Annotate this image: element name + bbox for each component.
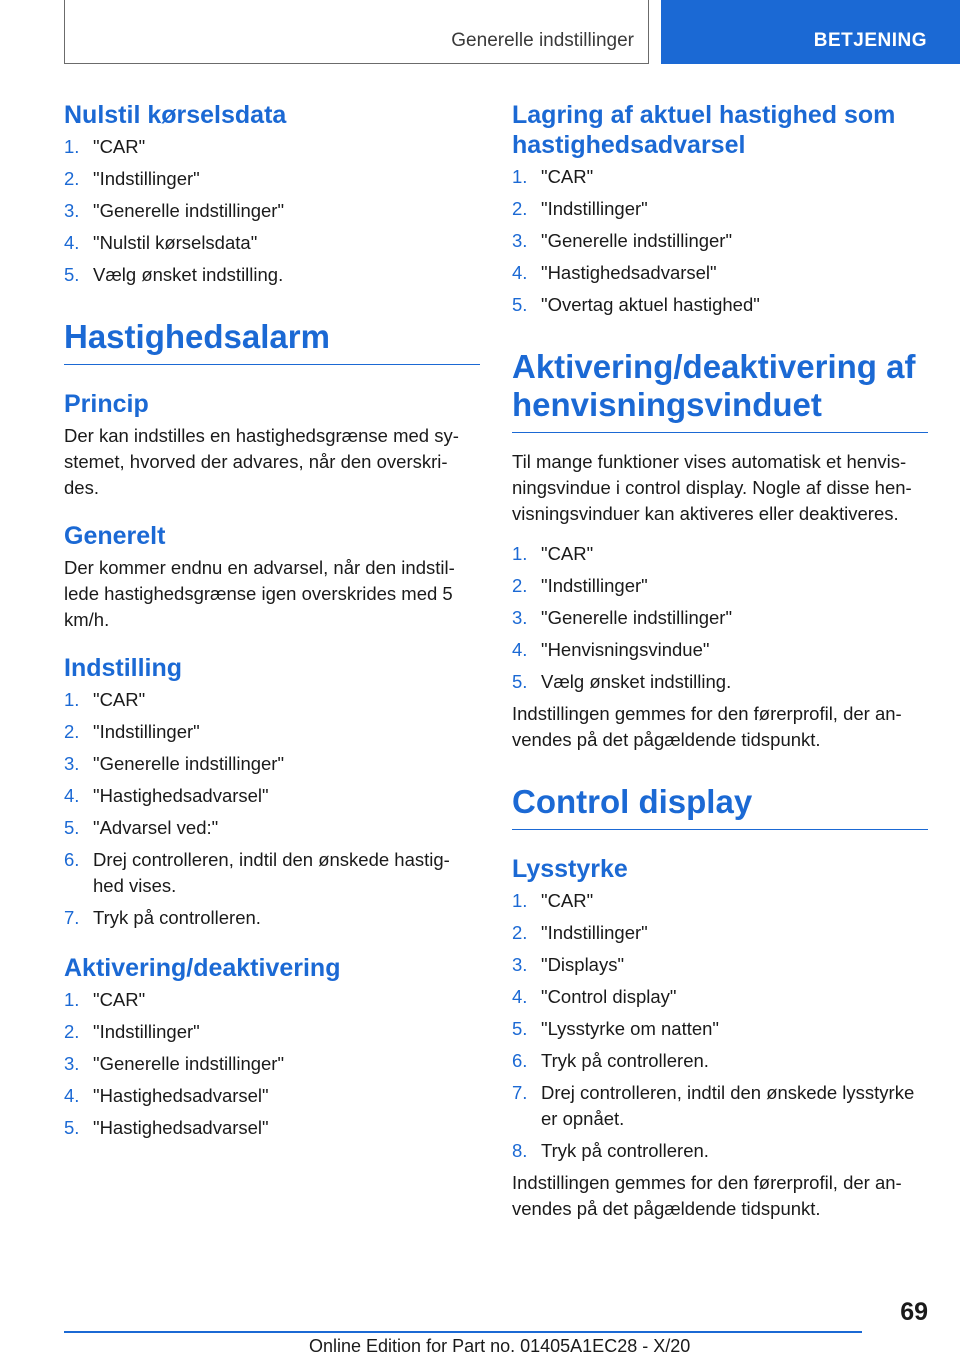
- list-item: 1. "CAR": [64, 989, 146, 1010]
- list-item: 3. "Generelle indstillinger": [64, 753, 285, 774]
- footer-divider: [64, 1331, 862, 1333]
- list-item: 4. "Hastighedsadvarsel": [512, 262, 717, 283]
- list-item: 5. "Overtag aktuel hastighed": [512, 294, 760, 315]
- list-item: 5. "Lysstyrke om natten": [512, 1018, 719, 1039]
- list-item: 5. Vælg ønsket indstilling.: [64, 264, 284, 285]
- list-item: 6. Tryk på controlleren.: [512, 1050, 709, 1071]
- list-item: 2. "Indstillinger": [512, 575, 648, 596]
- running-header: [64, 0, 649, 64]
- steps-lysstyrke: [512, 888, 928, 1164]
- steps-henvisning: [512, 541, 928, 695]
- text-princip: Der kan indstilles en hastighedsgrænse med sy-stemet, hvorved der advares, når den overskri-des.: [64, 425, 459, 498]
- list-item: 6. Drej controlleren, indtil den ønskede hastig-hed vises.: [64, 849, 450, 896]
- list-item: 4. "Hastighedsadvarsel": [64, 1085, 269, 1106]
- list-item: 2. "Indstillinger": [512, 198, 648, 219]
- section-title: Generelle indstillinger: [451, 30, 634, 51]
- list-item: 1. "CAR": [512, 543, 594, 564]
- steps-nulstil: [64, 134, 480, 288]
- heading-henvisning: Aktivering/deaktivering af henvisningsvinduet: [512, 348, 928, 433]
- heading-control-display: Control display: [512, 783, 928, 830]
- heading-hastighedsalarm: Hastighedsalarm: [64, 318, 480, 365]
- chapter-tab: [661, 0, 960, 64]
- text-henvisning-intro: Til mange funktioner vises automatisk et henvis-ningsvindue i control display. Nogle af disse hen-visningsvinduer kan aktiveres eller deaktiveres.: [512, 451, 912, 524]
- list-item: 5. "Hastighedsadvarsel": [64, 1117, 269, 1138]
- list-item: 2. "Indstillinger": [64, 1021, 200, 1042]
- steps-lagring: [512, 164, 928, 318]
- heading-lysstyrke: Lysstyrke: [512, 855, 628, 883]
- footer-edition: Online Edition for Part no. 01405A1EC28 - X/20: [309, 1336, 691, 1356]
- list-item: 2. "Indstillinger": [512, 922, 648, 943]
- page-number: 69: [900, 1298, 928, 1326]
- heading-princip: Princip: [64, 390, 149, 418]
- list-item: 1. "CAR": [64, 136, 146, 157]
- list-item: 7. Drej controlleren, indtil den ønskede lysstyrke er opnået.: [512, 1082, 915, 1129]
- list-item: 5. "Advarsel ved:": [64, 817, 219, 838]
- list-item: 3. "Displays": [512, 954, 625, 975]
- list-item: 3. "Generelle indstillinger": [512, 230, 733, 251]
- list-item: 2. "Indstillinger": [64, 721, 200, 742]
- list-item: 4. "Control display": [512, 986, 677, 1007]
- steps-indstilling: [64, 687, 480, 931]
- heading-generelt: Generelt: [64, 522, 166, 550]
- list-item: 8. Tryk på controlleren.: [512, 1140, 709, 1161]
- left-column: [64, 100, 480, 1147]
- list-item: 2. "Indstillinger": [64, 168, 200, 189]
- list-item: 1. "CAR": [512, 166, 594, 187]
- text-henvisning-note: Indstillingen gemmes for den førerprofil, der an-vendes på det pågældende tidspunkt.: [512, 703, 902, 750]
- text-lysstyrke-note: Indstillingen gemmes for den førerprofil, der an-vendes på det pågældende tidspunkt.: [512, 1172, 902, 1219]
- steps-aktivering: [64, 987, 480, 1141]
- chapter-tab-label: BETJENING: [813, 30, 927, 51]
- list-item: 4. "Nulstil kørselsdata": [64, 232, 258, 253]
- list-item: 7. Tryk på controlleren.: [64, 907, 261, 928]
- list-item: 3. "Generelle indstillinger": [64, 1053, 285, 1074]
- list-item: 5. Vælg ønsket indstilling.: [512, 671, 732, 692]
- list-item: 4. "Henvisningsvindue": [512, 639, 710, 660]
- text-generelt: Der kommer endnu en advarsel, når den indstil-lede hastighedsgrænse igen overskrides med 5 km/h.: [64, 557, 455, 630]
- heading-indstilling: Indstilling: [64, 654, 183, 682]
- list-item: 3. "Generelle indstillinger": [512, 607, 733, 628]
- list-item: 1. "CAR": [64, 689, 146, 710]
- heading-lagring: Lagring af aktuel hastighed som hastighedsadvarsel: [512, 101, 896, 159]
- heading-nulstil: Nulstil kørselsdata: [64, 101, 287, 129]
- list-item: 3. "Generelle indstillinger": [64, 200, 285, 221]
- heading-aktivering: Aktivering/deaktivering: [64, 954, 341, 982]
- right-column: [512, 100, 928, 1222]
- list-item: 4. "Hastighedsadvarsel": [64, 785, 269, 806]
- list-item: 1. "CAR": [512, 890, 594, 911]
